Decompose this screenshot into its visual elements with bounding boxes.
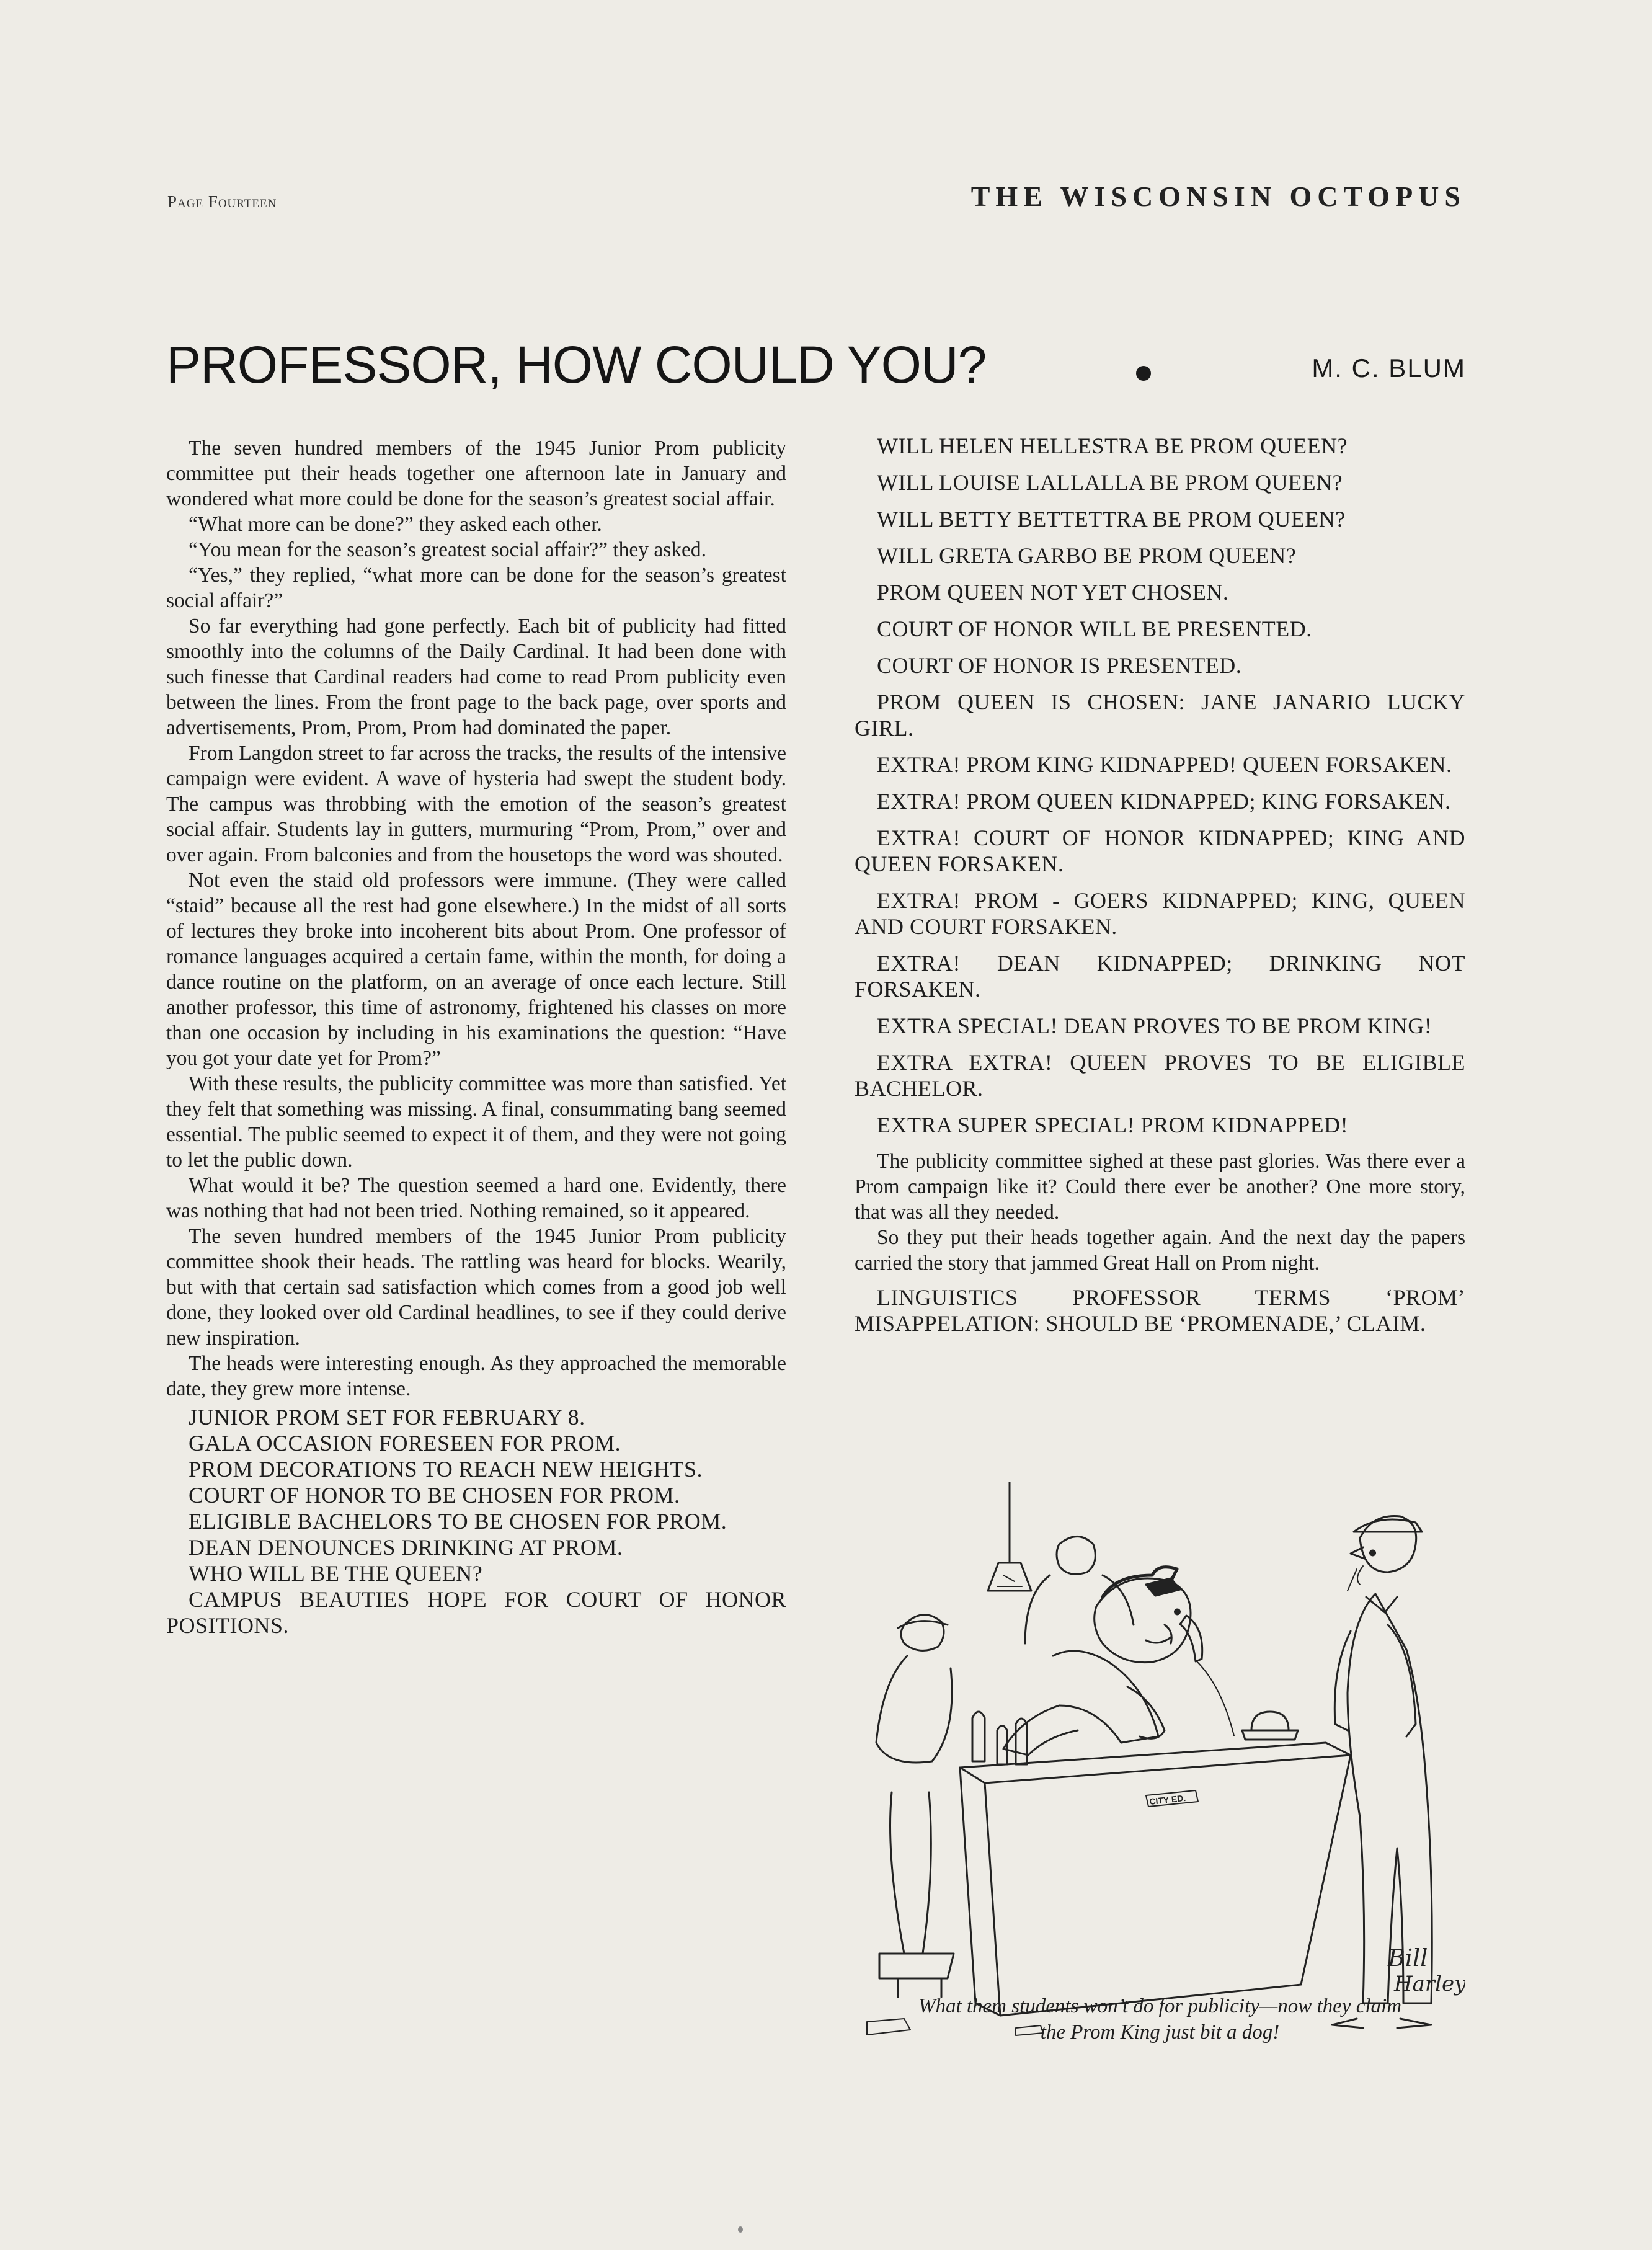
headline: DEAN DENOUNCES DRINKING AT PROM. — [189, 1535, 623, 1560]
headline: CAMPUS BEAUTIES HOPE FOR COURT OF HONOR POSITIONS. — [166, 1587, 786, 1638]
paragraph: So they put their heads together again. And the next day the papers carried the story that jammed Great Hall on Prom night. — [855, 1226, 1465, 1274]
headline: PROM DECORATIONS TO REACH NEW HEIGHTS. — [189, 1457, 703, 1482]
headline: PROM QUEEN IS CHOSEN: JANE JANARIO LUCKY GIRL. — [855, 690, 1465, 740]
paragraph: “You mean for the season’s greatest social affair?” they asked. — [189, 538, 707, 561]
title-bullet — [1136, 366, 1151, 381]
headline: WHO WILL BE THE QUEEN? — [189, 1561, 483, 1586]
headline: WILL GRETA GARBO BE PROM QUEEN? — [877, 543, 1297, 568]
headline: EXTRA! DEAN KIDNAPPED; DRINKING NOT FORSAKEN. — [855, 951, 1465, 1002]
paragraph: The publicity committee sighed at these past glories. Was there ever a Prom campaign like it? Could there ever be another? One more story, that was all they needed. — [855, 1150, 1465, 1224]
headline-list-left — [166, 1404, 786, 1639]
paragraph: The seven hundred members of the 1945 Junior Prom publicity committee put their heads together one afternoon late in January and wondered what more could be done for the season’s greatest social affair. — [166, 437, 786, 510]
cartoonist-signature-line2: Harley — [1394, 1972, 1465, 1996]
headline: EXTRA EXTRA! QUEEN PROVES TO BE ELIGIBLE BACHELOR. — [855, 1050, 1465, 1101]
magazine-title: THE WISCONSIN OCTOPUS — [970, 180, 1466, 212]
headline: WILL HELEN HELLESTRA BE PROM QUEEN? — [877, 434, 1348, 458]
headline: EXTRA! COURT OF HONOR KIDNAPPED; KING AND QUEEN FORSAKEN. — [855, 825, 1465, 876]
paragraph: “What more can be done?” they asked each other. — [189, 513, 602, 536]
page-number-label: Page Fourteen — [167, 192, 277, 211]
article-title: PROFESSOR, HOW COULD YOU? — [166, 336, 987, 394]
headline: COURT OF HONOR WILL BE PRESENTED. — [877, 616, 1312, 641]
headline: COURT OF HONOR IS PRESENTED. — [877, 653, 1242, 678]
headline: EXTRA SUPER SPECIAL! PROM KIDNAPPED! — [877, 1113, 1349, 1137]
byline: M. C. BLUM — [1312, 354, 1466, 383]
headline: WILL LOUISE LALLALLA BE PROM QUEEN? — [877, 470, 1343, 495]
paragraph: Not even the staid old professors were immune. (They were called “staid” because all the rest had gone elsewhere.) In the midst of all sorts of lectures they broke into incoherent bits about Prom. One professor of romance languages acquired a certain fame, within the month, for doing a dance routine on the platform, on an average of once each lecture. Still another professor, this time of astronomy, frightened his classes on more than one occasion by including in his examinations the question: “Have you got your date yet for Prom?” — [166, 869, 786, 1070]
paragraph: What would it be? The question seemed a hard one. Evidently, there was nothing that had not been tried. Nothing remained, so it appeared. — [166, 1174, 786, 1222]
headline: EXTRA SPECIAL! DEAN PROVES TO BE PROM KING! — [877, 1013, 1432, 1038]
headline: PROM QUEEN NOT YET CHOSEN. — [877, 580, 1229, 605]
caption-line: What them students won’t do for publicity—now they claim — [918, 1995, 1402, 2017]
headline: EXTRA! PROM KING KIDNAPPED! QUEEN FORSAKEN. — [877, 752, 1452, 777]
cartoon-drawing — [855, 1482, 1465, 2053]
headline: EXTRA! PROM - GOERS KIDNAPPED; KING, QUEEN AND COURT FORSAKEN. — [855, 888, 1465, 939]
paragraph: The heads were interesting enough. As they approached the memorable date, they grew more intense. — [166, 1352, 786, 1400]
headline: GALA OCCASION FORESEEN FOR PROM. — [189, 1431, 621, 1456]
caption-line: the Prom King just bit a dog! — [1040, 2021, 1280, 2043]
cartoon-illustration — [855, 1482, 1465, 2053]
headline: COURT OF HONOR TO BE CHOSEN FOR PROM. — [189, 1483, 680, 1508]
scan-speck — [738, 2226, 743, 2233]
paragraph: With these results, the publicity committee was more than satisfied. Yet they felt that something was missing. A final, consummating bang seemed essential. The public seemed to expect it of them, and they were not going to let the public down. — [166, 1072, 786, 1172]
paragraph: “Yes,” they replied, “what more can be done for the season’s greatest social affair?” — [166, 564, 786, 612]
desk-sign-label: CITY ED. — [1148, 1792, 1186, 1807]
headline: JUNIOR PROM SET FOR FEBRUARY 8. — [189, 1405, 585, 1430]
cartoon-caption — [855, 1993, 1465, 2045]
paragraph: So far everything had gone perfectly. Each bit of publicity had fitted smoothly into the columns of the Daily Cardinal. It had been done with such finesse that Cardinal readers had come to read Prom publicity even between the lines. From the front page to the back page, over sports and advertisements, Prom, Prom, Prom had dominated the paper. — [166, 615, 786, 739]
final-headline: LINGUISTICS PROFESSOR TERMS ‘PROM’ MISAPPELATION: SHOULD BE ‘PROMENADE,’ CLAIM. — [855, 1285, 1465, 1336]
headline: EXTRA! PROM QUEEN KIDNAPPED; KING FORSAKEN. — [877, 789, 1451, 814]
headline: ELIGIBLE BACHELORS TO BE CHOSEN FOR PROM. — [189, 1509, 727, 1534]
paragraph: From Langdon street to far across the tracks, the results of the intensive campaign were evident. A wave of hysteria had swept the student body. The campus was throbbing with the emotion of the season’s greatest social affair. Students lay in gutters, murmuring “Prom, Prom,” over and over again. From balconies and from the housetops the word was shouted. — [166, 742, 786, 866]
paragraph: The seven hundred members of the 1945 Junior Prom publicity committee shook their heads. The rattling was heard for blocks. Wearily, but with that certain sad satisfaction which comes from a good job well done, they looked over old Cardinal headlines, to see if they could derive new inspiration. — [166, 1225, 786, 1350]
cartoonist-signature-line1: Bill — [1388, 1944, 1428, 1972]
right-column — [855, 433, 1465, 1347]
headline: WILL BETTY BETTETTRA BE PROM QUEEN? — [877, 507, 1346, 531]
left-column — [166, 435, 786, 1639]
